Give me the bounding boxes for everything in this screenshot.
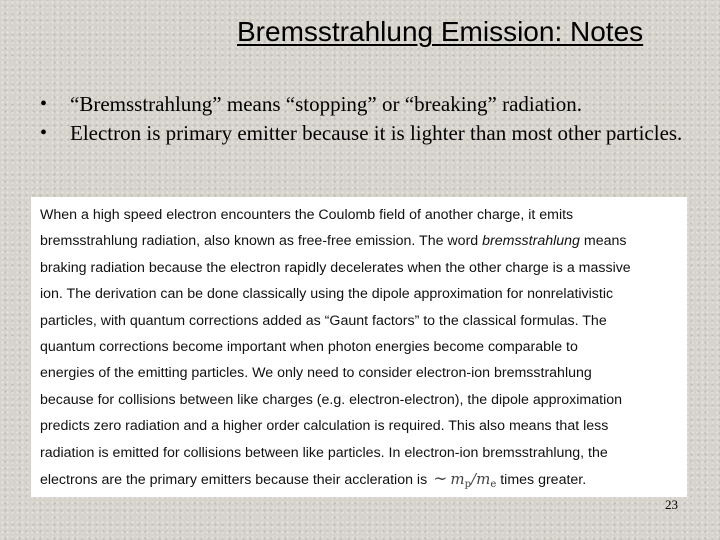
excerpt-line: particles, with quantum corrections added as “Gaunt factors” to the classical formulas. The [40, 312, 607, 329]
bullet-item [40, 120, 700, 146]
bullet-text: “Bremsstrahlung” means “stopping” or “breaking” radiation. [70, 92, 582, 116]
excerpt-line: radiation is emitted for collisions between like particles. In electron-ion bremsstrahlung, the [40, 444, 608, 461]
excerpt-emphasis: bremsstrahlung [482, 233, 580, 250]
formula-tilde: ∼ [433, 469, 448, 490]
excerpt-line: braking radiation because the electron rapidly decelerates when the other charge is a massive [40, 259, 631, 276]
bullet-item [40, 91, 700, 117]
bullet-marker: • [40, 93, 48, 115]
excerpt-text: electrons are the primary emitters because their accleration is [40, 472, 432, 489]
bullet-text: Electron is primary emitter because it is lighter than most other particles. [70, 121, 683, 145]
excerpt-text: means [579, 233, 627, 250]
bullet-list [40, 91, 700, 149]
bullet-marker: • [40, 122, 48, 144]
excerpt-text: times greater. [500, 472, 587, 489]
formula-denominator-sub: e [490, 479, 497, 491]
formula-slash: / [471, 470, 477, 489]
excerpt-line: because for collisions between like charges (e.g. electron-electron), the dipole approximation [40, 391, 623, 408]
page-number: 23 [665, 497, 678, 512]
mass-ratio-formula [431, 469, 500, 491]
excerpt-line: predicts zero radiation and a higher order calculation is required. This also means that less [40, 418, 609, 435]
excerpt-text: bremsstrahlung radiation, also known as free-free emission. The word [40, 233, 483, 250]
slide-title: Bremsstrahlung Emission: Notes [237, 16, 644, 47]
excerpt-line [40, 466, 687, 498]
excerpt-line [40, 228, 687, 254]
excerpt-line: quantum corrections become important when photon energies become comparable to [40, 339, 578, 356]
formula-numerator-sub: p [464, 479, 472, 491]
textbook-excerpt [31, 197, 687, 497]
excerpt-line: When a high speed electron encounters the Coulomb field of another charge, it emits [40, 207, 574, 223]
excerpt-line: energies of the emitting particles. We only need to consider electron-ion bremsstrahlung [40, 365, 592, 382]
formula-numerator: m [450, 470, 465, 489]
excerpt-line: ion. The derivation can be done classically using the dipole approximation for nonrelativistic [40, 286, 614, 303]
formula-denominator: m [476, 470, 491, 489]
